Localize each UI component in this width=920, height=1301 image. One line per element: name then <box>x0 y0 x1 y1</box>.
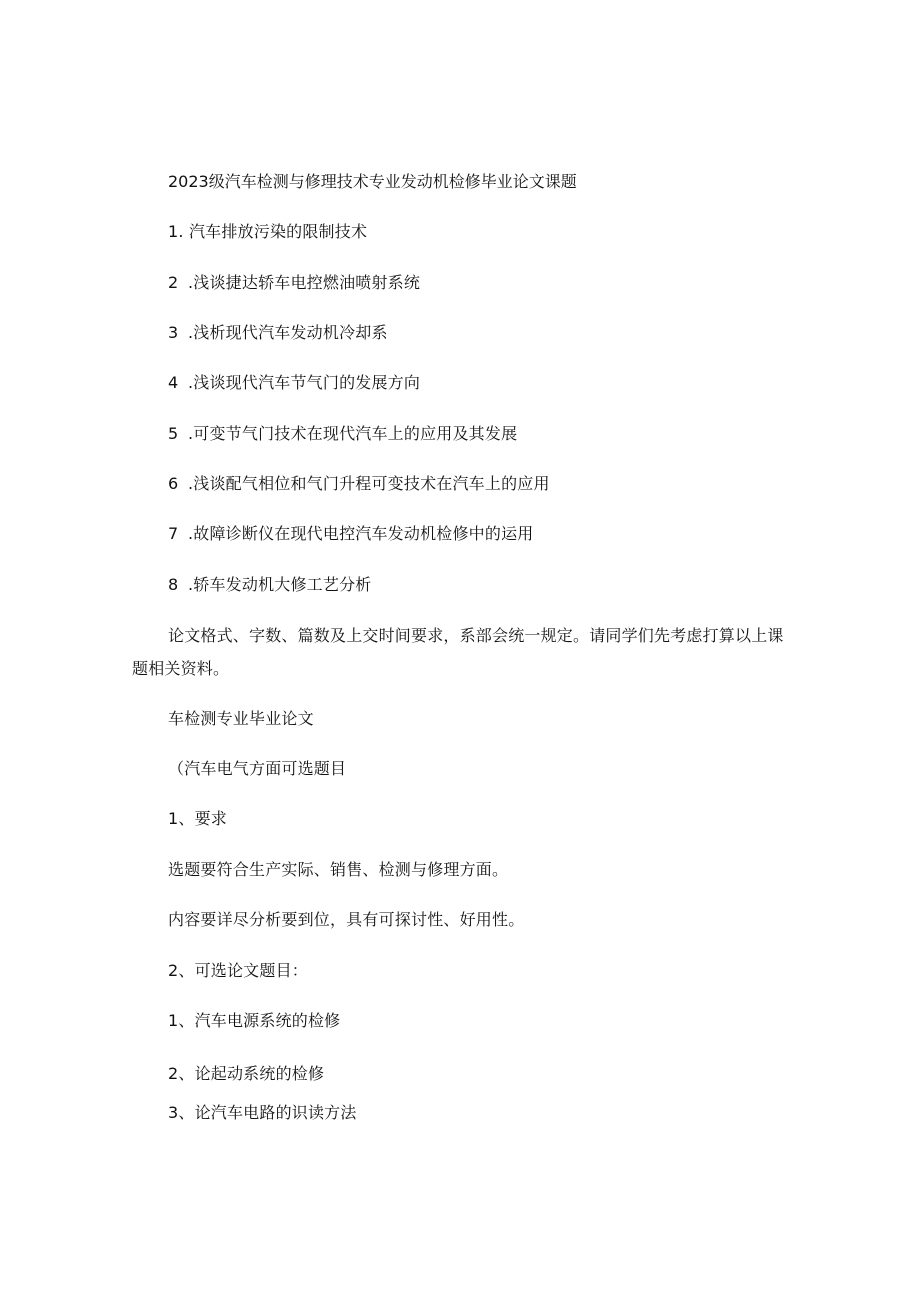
topics-heading: 2、可选论文题目： <box>168 961 308 980</box>
topic-item-5 <box>168 423 517 445</box>
topic-item-6 <box>168 473 550 495</box>
topic-item-3 <box>168 322 388 344</box>
topic-number: 5 <box>168 424 179 443</box>
topic-text: .故障诊断仪在现代电控汽车发动机检修中的运用 <box>188 524 534 543</box>
topic-text: .轿车发动机大修工艺分析 <box>188 575 372 594</box>
topic-item-7 <box>168 523 534 545</box>
topic-item-2 <box>168 272 420 294</box>
topic-number: 4 <box>168 373 179 392</box>
topic-text: .浅谈捷达轿车电控燃油喷射系统 <box>188 273 421 292</box>
requirement-item-1: 选题要符合生产实际、销售、检测与修理方面。 <box>168 860 509 879</box>
topic-text: .浅谈现代汽车节气门的发展方向 <box>188 373 421 392</box>
topic-item-4 <box>168 372 420 394</box>
section-subheading: （汽车电气方面可选题目 <box>168 759 347 778</box>
topic-text: .可变节气门技术在现代汽车上的应用及其发展 <box>188 424 518 443</box>
document-title: 2023级汽车检测与修理技术专业发动机检修毕业论文课题 <box>168 172 577 191</box>
topic-item-1: 1. 汽车排放污染的限制技术 <box>168 222 368 241</box>
topic-text: .浅析现代汽车发动机冷却系 <box>188 323 388 342</box>
topic-item-8 <box>168 574 372 596</box>
electrical-topic-2: 2、论起动系统的检修 <box>168 1064 325 1083</box>
electrical-topic-3: 3、论汽车电路的识读方法 <box>168 1103 357 1122</box>
requirements-heading: 1、要求 <box>168 809 227 828</box>
topic-number: 6 <box>168 474 179 493</box>
section-heading: 车检测专业毕业论文 <box>168 709 314 728</box>
topic-number: 3 <box>168 323 179 342</box>
topic-number: 2 <box>168 273 179 292</box>
topic-number: 7 <box>168 524 179 543</box>
requirement-item-2: 内容要详尽分析要到位，具有可探讨性、好用性。 <box>168 910 525 929</box>
electrical-topic-1: 1、汽车电源系统的检修 <box>168 1011 341 1030</box>
topic-text: .浅谈配气相位和气门升程可变技术在汽车上的应用 <box>188 474 550 493</box>
notice-paragraph: 论文格式、字数、篇数及上交时间要求，系部会统一规定。请同学们先考虑打算以上课题相关资料。 <box>132 626 784 678</box>
topic-number: 8 <box>168 575 179 594</box>
